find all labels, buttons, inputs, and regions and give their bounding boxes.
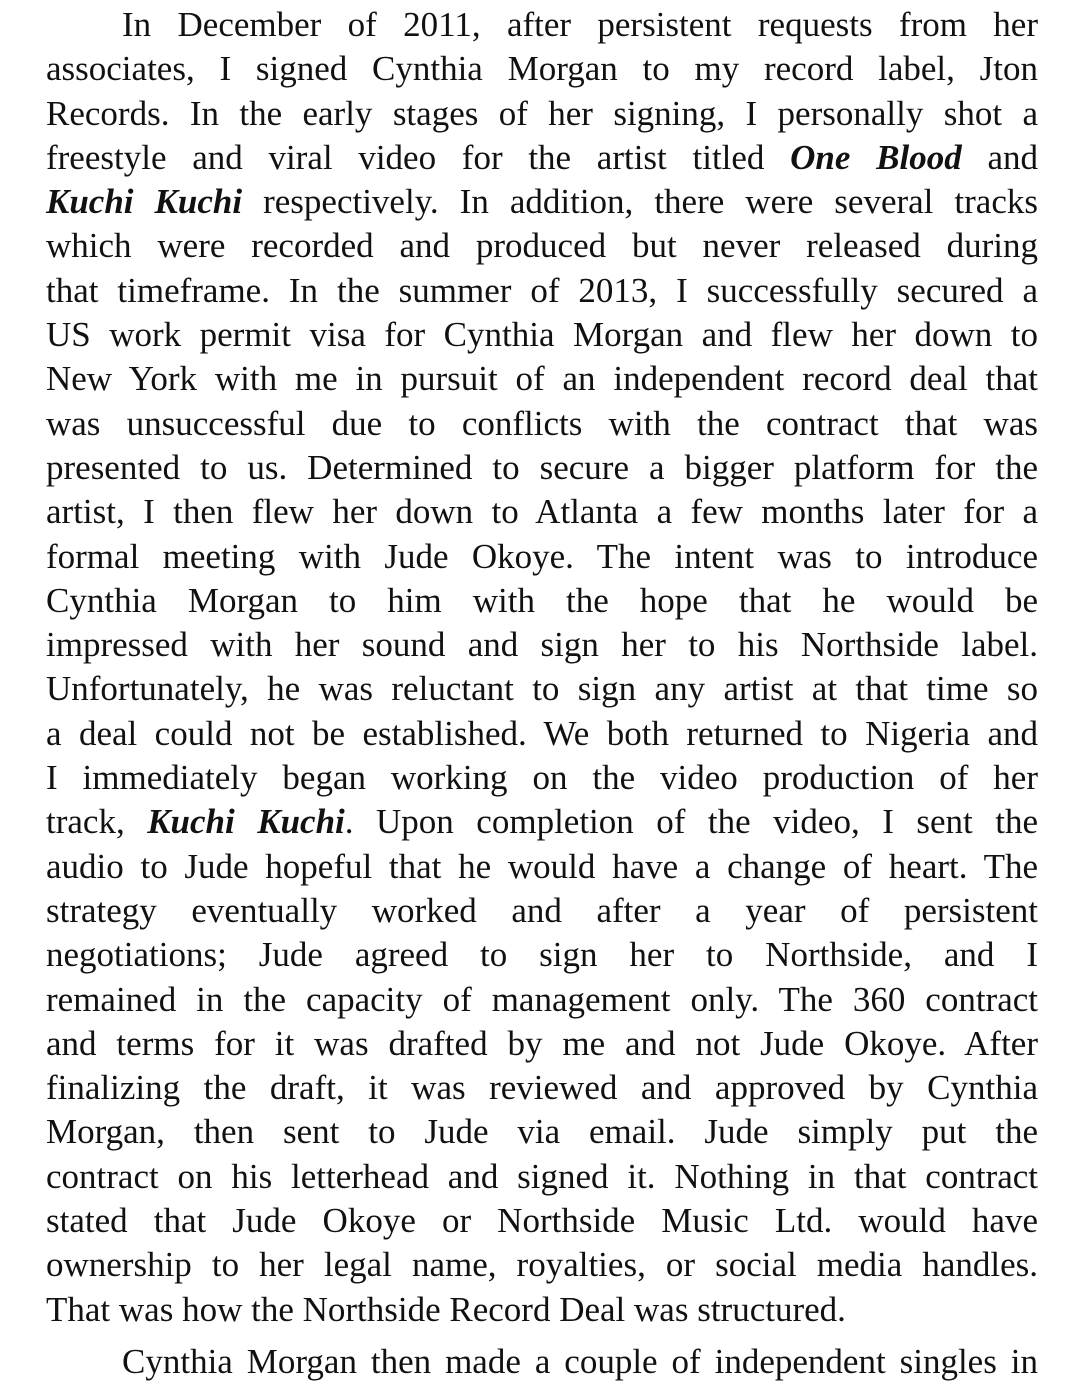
text-segment: track, (46, 802, 148, 842)
text-line: was unsuccessful due to conflicts with the contract that was (46, 403, 1038, 443)
text-line: Cynthia Morgan to him with the hope that he would be (46, 580, 1038, 620)
text-line: In December of 2011, after persistent requests from her (122, 5, 1038, 44)
text-line: which were recorded and produced but never released during (46, 226, 1038, 266)
song-title-kuchi-kuchi: Kuchi Kuchi (147, 802, 345, 842)
document-page (46, 0, 1038, 1381)
song-title-one-blood: One Blood (790, 137, 962, 177)
text-line: Records. In the early stages of her signing, I personally shot a (46, 93, 1038, 133)
text-segment: respectively. In addition, there were several tracks (242, 182, 1038, 222)
text-segment: and (961, 137, 1038, 177)
text-line: That was how the Northside Record Deal was structured. (46, 1289, 846, 1329)
text-line: that timeframe. In the summer of 2013, I successfully secured a (46, 270, 1038, 310)
text-line: strategy eventually worked and after a year of persistent (46, 890, 1038, 930)
text-line (46, 800, 1038, 844)
text-line: presented to us. Determined to secure a bigger platform for the (46, 447, 1038, 487)
text-line: artist, I then flew her down to Atlanta a few months later for a (46, 492, 1038, 532)
text-line: finalizing the draft, it was reviewed and approved by Cynthia (46, 1068, 1038, 1108)
text-line: Unfortunately, he was reluctant to sign any artist at that time so (46, 669, 1038, 709)
text-line: formal meeting with Jude Okoye. The intent was to introduce (46, 536, 1038, 576)
text-line: negotiations; Jude agreed to sign her to Northside, and I (46, 935, 1038, 975)
text-line: a deal could not be established. We both returned to Nigeria and (46, 713, 1038, 753)
cut-off-text-line: Cynthia Morgan then made a couple of independent singles in (122, 1341, 1038, 1381)
text-line: contract on his letterhead and signed it. Nothing in that contract (46, 1156, 1038, 1196)
text-line: stated that Jude Okoye or Northside Music Ltd. would have (46, 1201, 1038, 1241)
text-line: US work permit visa for Cynthia Morgan and flew her down to (46, 315, 1038, 355)
text-line: and terms for it was drafted by me and not Jude Okoye. After (46, 1023, 1038, 1063)
text-line: associates, I signed Cynthia Morgan to my record label, Jton (46, 49, 1038, 89)
text-line: New York with me in pursuit of an independent record deal that (46, 359, 1038, 399)
text-line: Morgan, then sent to Jude via email. Jude simply put the (46, 1112, 1038, 1152)
text-segment: . Upon completion of the video, I sent the (344, 802, 1038, 842)
text-segment: freestyle and viral video for the artist titled (46, 137, 791, 177)
text-line: ownership to her legal name, royalties, or social media handles. (46, 1245, 1038, 1285)
text-line (46, 136, 1038, 180)
text-line: audio to Jude hopeful that he would have a change of heart. The (46, 846, 1038, 886)
text-line (46, 180, 1038, 224)
text-line: remained in the capacity of management only. The 360 contract (46, 979, 1038, 1019)
song-title-kuchi-kuchi: Kuchi Kuchi (46, 182, 243, 222)
text-line: I immediately began working on the video production of her (46, 758, 1038, 798)
text-line: impressed with her sound and sign her to his Northside label. (46, 625, 1038, 665)
